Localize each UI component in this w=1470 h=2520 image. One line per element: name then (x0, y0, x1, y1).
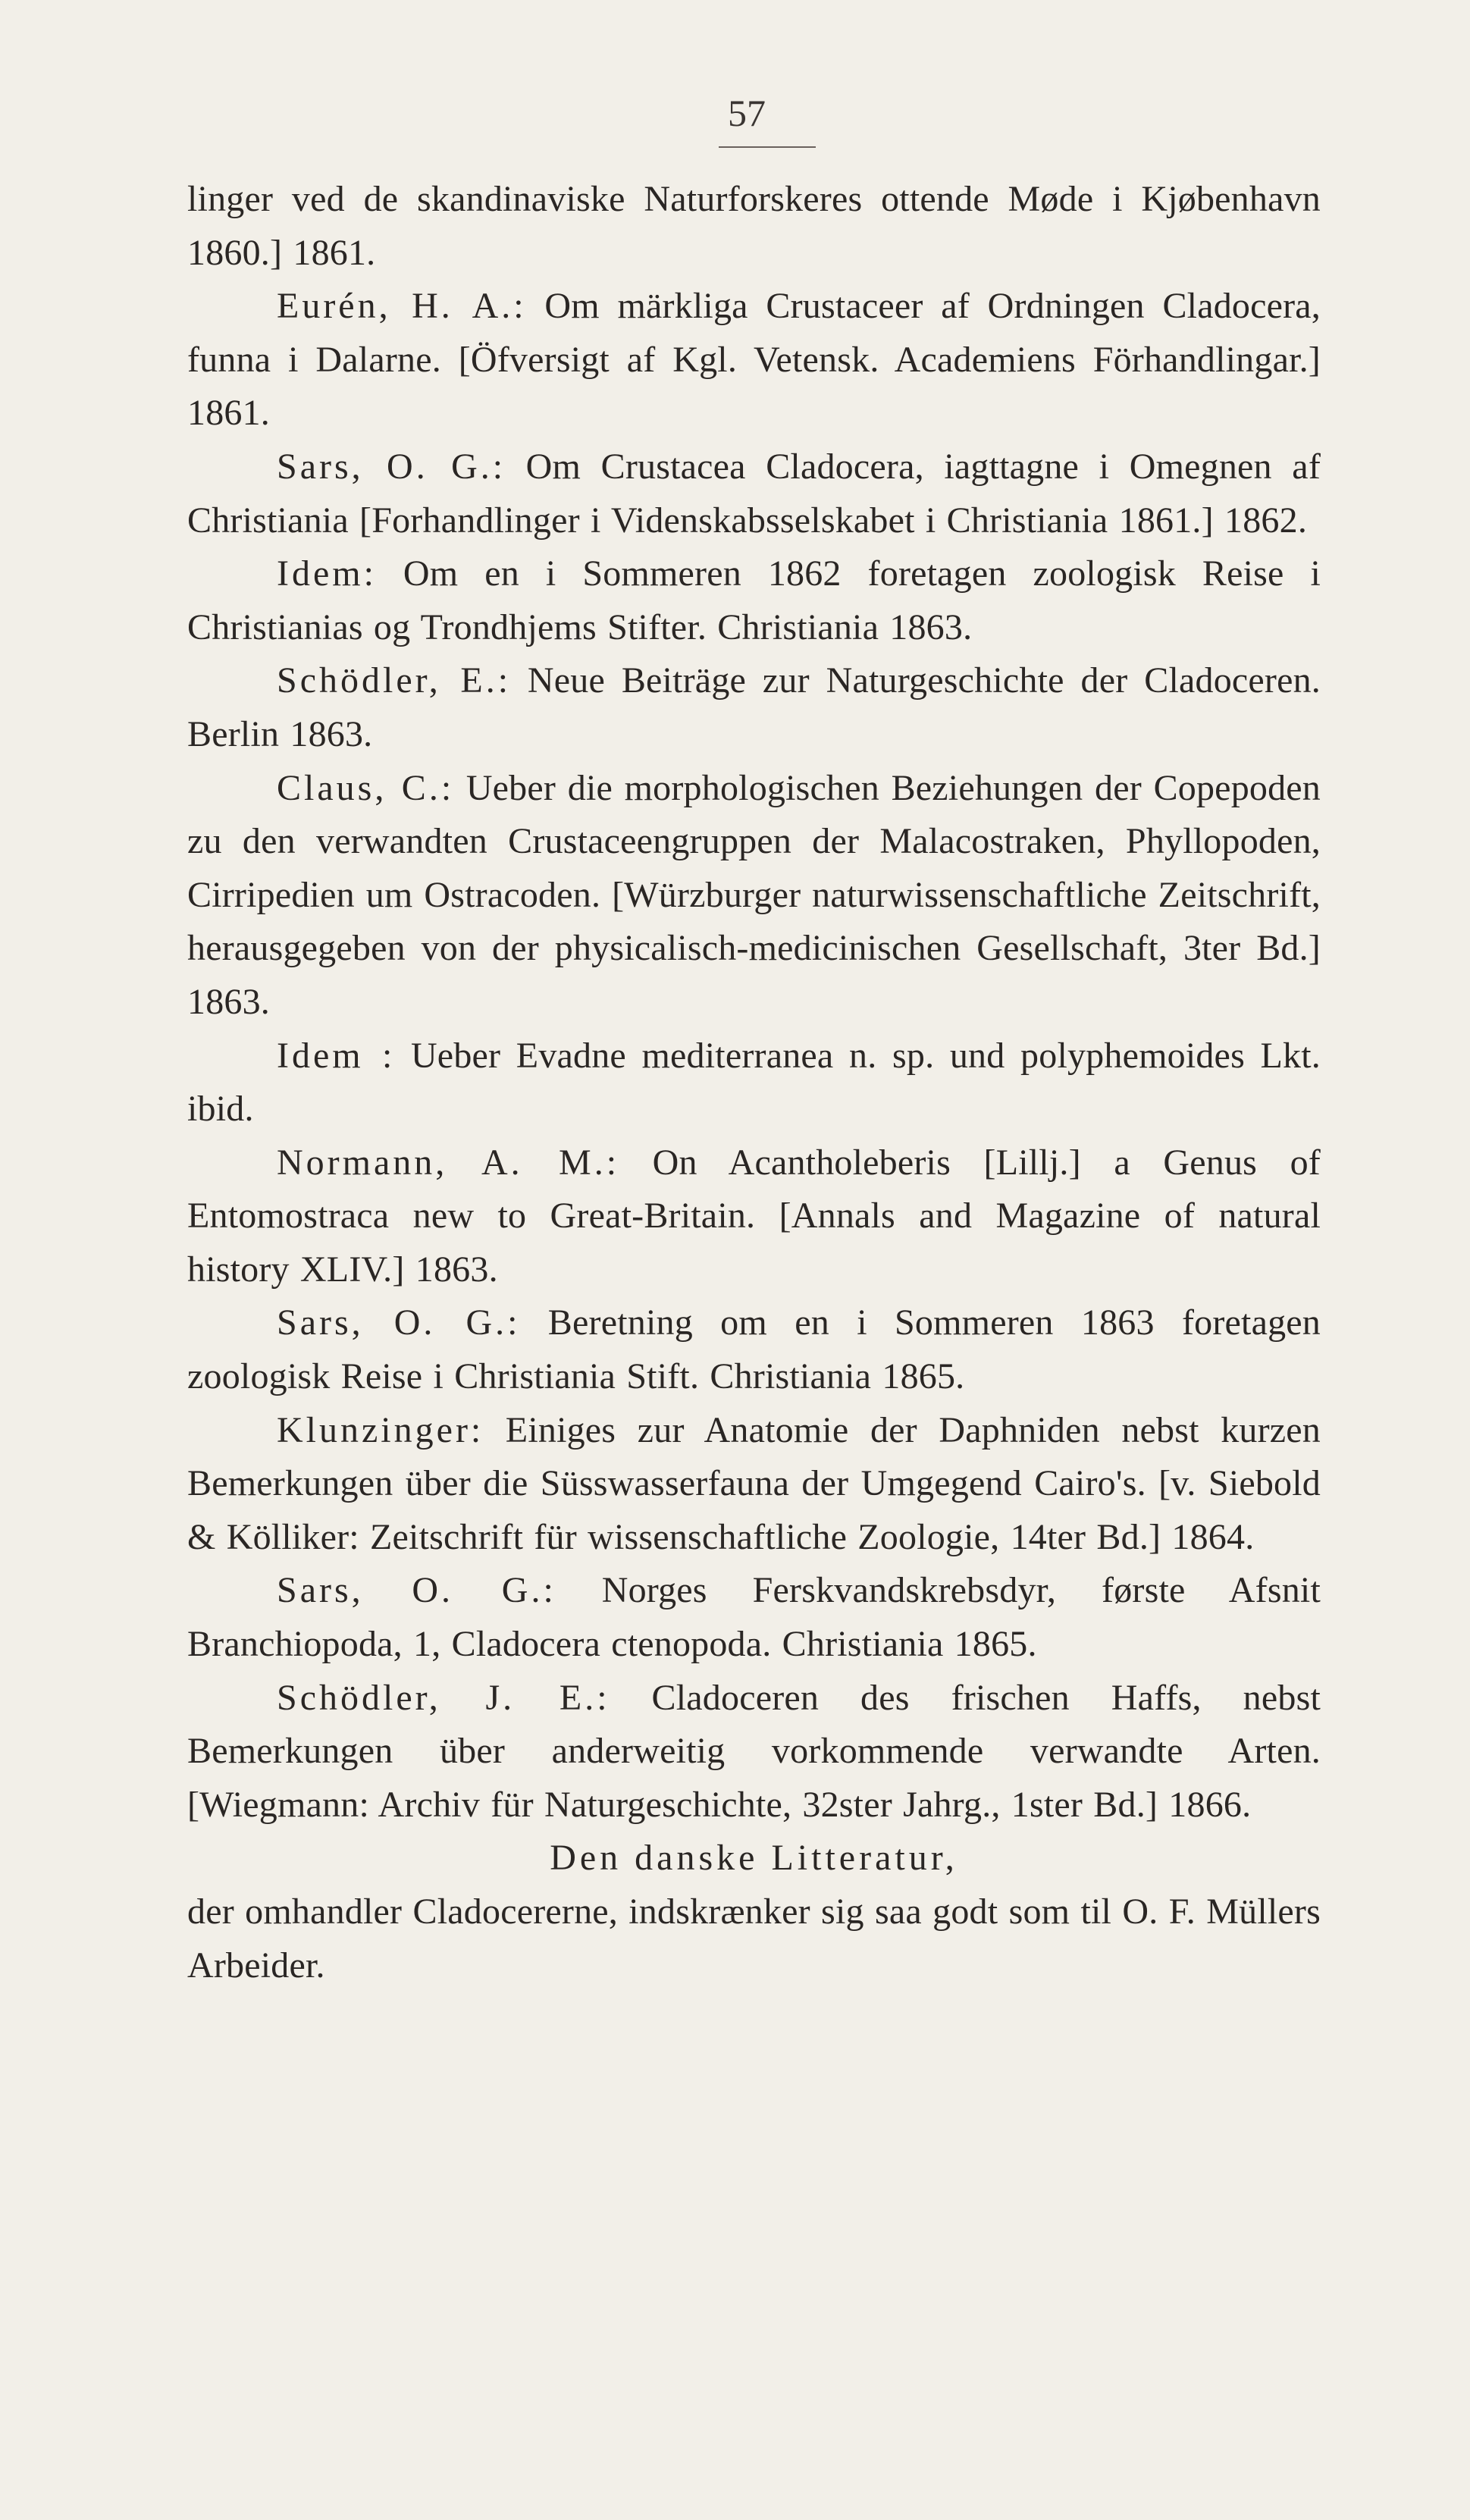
entry-text: Om Crustacea Cladocera, iagttagne i Omegnen af Christiania [Forhandlinger i Videnskabsselskabet i Christiania 1861.] 1862. (187, 446, 1321, 541)
bibliography-entry (187, 173, 1321, 280)
entry-author: Sars, O. G.: (277, 1570, 556, 1611)
section-text: der omhandler Cladocererne, indskrænker sig saa godt som til O. F. Müllers Arbeider. (187, 1892, 1321, 1986)
bibliography-entry (187, 1030, 1321, 1136)
entry-author: Schödler, J. E.: (277, 1677, 610, 1718)
entry-text: Cladoceren des frischen Haffs, nebst Bemerkungen über anderweitig vorkommende verwandte Arten. [Wiegmann: Archiv für Naturgeschichte, 32ster Jahrg., 1ster Bd.] 1866. (187, 1677, 1321, 1825)
bibliography-entry (187, 1672, 1321, 1832)
entry-author: Eurén, H. A.: (277, 286, 527, 327)
page-number: 57 (728, 92, 766, 134)
entry-text: Einiges zur Anatomie der Daphniden nebst kurzen Bemerkungen über die Süsswasserfauna der Umgegend Cairo's. [v. Siebold & Kölliker: Zeitschrift für wissenschaftliche Zoologie, 14ter Bd.] 1864. (187, 1409, 1321, 1557)
entry-text: Norges Ferskvandskrebsdyr, første Afsnit Branchiopoda, 1, Cladocera ctenopoda. Christiania 1865. (187, 1570, 1321, 1665)
entry-text: Beretning om en i Sommeren 1863 foretagen zoologisk Reise i Christiania Stift. Christiania 1865. (187, 1302, 1321, 1397)
entry-author: Idem: (277, 553, 377, 594)
entry-text: Ueber die morphologischen Beziehungen der Copepoden zu den verwandten Crustaceengruppen der Malacostraken, Phyllopoden, Cirripedien um Ostracoden. [Würzburger naturwissenschaftliche Zeitschrift, herausgegeben von der physicalisch-medicinischen Gesellschaft, 3ter Bd.] 1863. (187, 767, 1321, 1022)
bibliography-entry (187, 280, 1321, 440)
bibliography (187, 173, 1321, 1992)
bibliography-entry (187, 1564, 1321, 1671)
bibliography-entry (187, 654, 1321, 761)
entry-text: linger ved de skandinaviske Naturforskeres ottende Møde i Kjøbenhavn 1860.] 1861. (187, 179, 1321, 273)
entry-author: Claus, C.: (277, 767, 455, 808)
entry-author: Schödler, E.: (277, 660, 512, 701)
bibliography-entry (187, 1404, 1321, 1565)
bibliography-entry (187, 547, 1321, 654)
entry-author: Normann, A. M.: (277, 1142, 620, 1183)
entry-author: Sars, O. G.: (277, 1302, 521, 1343)
bibliography-entry (187, 762, 1321, 1030)
entry-author: Klunzinger: (277, 1409, 484, 1450)
bibliography-entry (187, 1296, 1321, 1403)
entry-author: Idem : (277, 1035, 396, 1076)
entry-author: Sars, O. G.: (277, 446, 506, 487)
entry-text: Om en i Sommeren 1862 foretagen zoologisk Reise i Christianias og Trondhjems Stifter. Christiania 1863. (187, 553, 1321, 647)
entry-text: On Acantholeberis [Lillj.] a Genus of Entomostraca new to Great-Britain. [Annals and Magazine of natural history XLIV.] 1863. (187, 1142, 1321, 1290)
entry-text: Om märkliga Crustaceer af Ordningen Cladocera, funna i Dalarne. [Öfversigt af Kgl. Vetensk. Academiens Förhandlingar.] 1861. (187, 286, 1321, 434)
entry-text: Neue Beiträge zur Naturgeschichte der Cladoceren. Berlin 1863. (187, 660, 1321, 754)
bibliography-entry (187, 1136, 1321, 1297)
page-number-rule (719, 146, 816, 148)
section-heading: Den danske Litteratur, (550, 1838, 958, 1879)
bibliography-entry (187, 440, 1321, 547)
entry-text: Ueber Evadne mediterranea n. sp. und polyphemoides Lkt. ibid. (187, 1035, 1321, 1130)
